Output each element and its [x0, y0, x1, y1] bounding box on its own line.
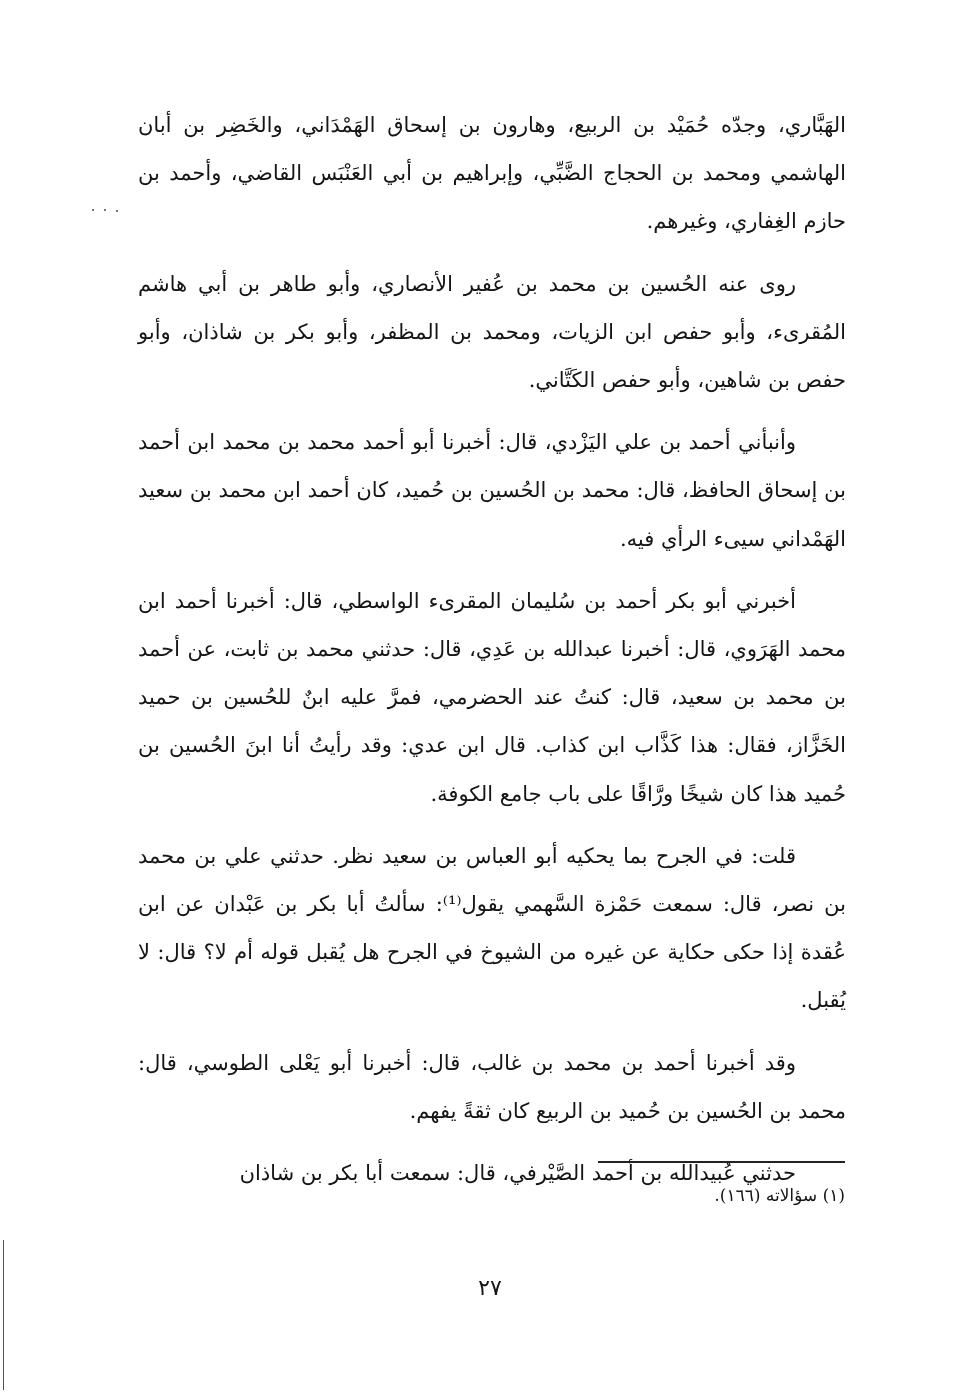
scan-speck — [116, 210, 118, 212]
paragraph-1: الهَبَّاري، وجدّه حُمَيْد بن الربيع، وهارون بن إسحاق الهَمْدَاني، والخَضِر بن أبان الهاشمي ومحمد بن الحجاج الضَّبِّي، وإبراهيم بن أبي العَنْبَس القاضي، وأحمد بن حازم الغِفاري، وغيرهم. — [138, 113, 846, 234]
main-text — [138, 101, 846, 1211]
page-number: ٢٧ — [478, 1276, 502, 1301]
paragraph-4: أخبرني أبو بكر أحمد بن سُليمان المقرىء الواسطي، قال: أخبرنا أحمد ابن محمد الهَرَوي، قال: أخبرنا عبدالله بن عَدِي، قال: حدثني محمد بن ثابت، عن أحمد بن محمد بن سعيد، قال: كنتُ عند الحضرمي، فمرَّ عليه ابنٌ للحُسين بن حميد الخَزَّاز، فقال: هذا كَذَّاب ابن كذاب. قال ابن عدي: وقد رأيتُ أنا ابنَ الحُسين بن حُميد هذا كان شيخًا ورَّاقًا على باب جامع الكوفة. — [138, 588, 846, 806]
paragraph-6: وقد أخبرنا أحمد بن محمد بن غالب، قال: أخبرنا أبو يَعْلى الطوسي، قال: محمد بن الحُسين بن حُميد بن الربيع كان ثقةً يفهم. — [138, 1050, 846, 1123]
footnote-divider — [598, 1161, 845, 1163]
paragraph-3: وأنبأني أحمد بن علي اليَزْدي، قال: أخبرنا أبو أحمد محمد بن محمد ابن أحمد بن إسحاق الحافظ، قال: محمد بن الحُسين بن حُميد، كان أحمد ابن محمد بن سعيد الهَمْداني سيىء الرأي فيه. — [138, 430, 846, 551]
paragraph-5: قلت: في الجرح بما يحكيه أبو العباس بن سعيد نظر. حدثني علي بن محمد بن نصر، قال: سمعت حَمْزة السَّهمي يقول⁽¹⁾: سألتُ أبا بكر بن عَبْدان عن ابن عُقدة إذا حكى حكاية عن غيره من الشيوخ في الجرح هل يُقبل قوله أم لا؟ قال: لا يُقبل. — [138, 843, 846, 1013]
paragraph-2: روى عنه الحُسين بن محمد بن عُفير الأنصاري، وأبو طاهر بن أبي هاشم المُقرىء، وأبو حفص ابن الزيات، ومحمد بن المظفر، وأبو بكر بن شاذان، وأبو حفص بن شاهين، وأبو حفص الكَتَّاني. — [138, 271, 846, 393]
paragraph-7: حدثني عُبيدالله بن أحمد الصَّيْرفي، قال: سمعت أبا بكر بن شاذان — [239, 1161, 796, 1186]
scan-speck — [104, 209, 106, 211]
footnote: (١) سؤالاته (١٦٦). — [714, 1186, 845, 1206]
scan-edge-line — [3, 1240, 4, 1390]
scan-speck — [92, 209, 94, 211]
